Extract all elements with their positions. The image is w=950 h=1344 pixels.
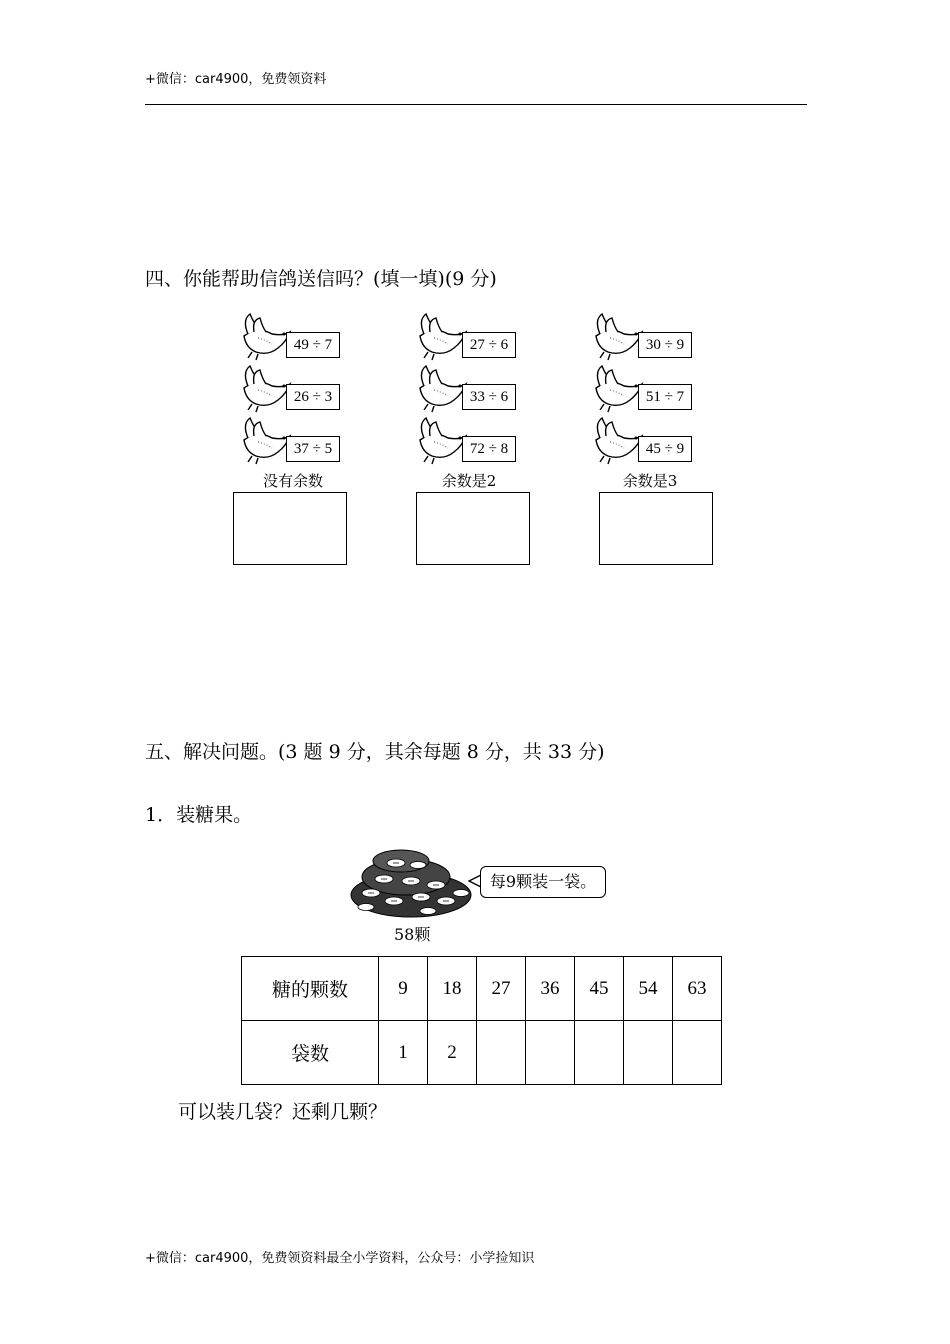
candy-table [241,956,722,1085]
answer-box-3[interactable] [599,492,713,565]
table-cell[interactable]: 1 [379,1021,428,1085]
pigeon-card [414,312,564,362]
row-header: 糖的颗数 [242,957,379,1021]
division-card: 51 ÷ 7 [638,384,692,410]
speech-bubble: 每9颗装一袋。 [480,866,606,898]
pigeon-card [590,364,740,414]
table-cell: 63 [673,957,722,1021]
table-cell: 54 [624,957,673,1021]
division-card: 45 ÷ 9 [638,436,692,462]
candy-count: 58颗 [394,925,431,944]
group-label: 没有余数 [262,472,323,490]
question-1-title: 1．装糖果。 [145,804,253,826]
table-row [242,957,722,1021]
division-card: 49 ÷ 7 [286,332,340,358]
division-card: 37 ÷ 5 [286,436,340,462]
table-cell[interactable] [526,1021,575,1085]
pigeon-card [590,312,740,362]
table-cell[interactable] [673,1021,722,1085]
row-header: 袋数 [242,1021,379,1085]
division-card: 33 ÷ 6 [462,384,516,410]
header-rule [145,104,807,105]
answer-box-1[interactable] [233,492,347,565]
pigeon-card [238,416,388,466]
group-label: 余数是3 [622,472,678,490]
footer-text: +微信：car4900，免费领资料最全小学资料，公众号：小学捡知识 [145,1251,535,1266]
table-cell[interactable] [624,1021,673,1085]
pigeon-group-3 [590,312,740,572]
candy-pile-icon [346,845,476,920]
pigeon-card [590,416,740,466]
division-card: 26 ÷ 3 [286,384,340,410]
header-text: +微信：car4900，免费领资料 [145,72,327,87]
question-text: 可以装几袋？还剩几颗？ [178,1101,388,1123]
pigeon-group-2 [414,312,564,572]
section-4-title: 四、你能帮助信鸽送信吗？(填一填)(9 分) [145,268,497,290]
table-cell[interactable] [477,1021,526,1085]
division-card: 72 ÷ 8 [462,436,516,462]
table-cell: 9 [379,957,428,1021]
pigeon-group-1 [238,312,388,572]
table-cell: 18 [428,957,477,1021]
answer-box-2[interactable] [416,492,530,565]
pigeon-card [238,364,388,414]
section-5-title: 五、解决问题。(3 题 9 分，其余每题 8 分，共 33 分) [145,741,605,763]
group-label: 余数是2 [441,472,497,490]
table-cell: 45 [575,957,624,1021]
table-cell: 27 [477,957,526,1021]
table-cell[interactable] [575,1021,624,1085]
division-card: 27 ÷ 6 [462,332,516,358]
pigeon-card [238,312,388,362]
table-row [242,1021,722,1085]
table-cell: 36 [526,957,575,1021]
pigeon-card [414,416,564,466]
table-cell[interactable]: 2 [428,1021,477,1085]
pigeon-card [414,364,564,414]
division-card: 30 ÷ 9 [638,332,692,358]
